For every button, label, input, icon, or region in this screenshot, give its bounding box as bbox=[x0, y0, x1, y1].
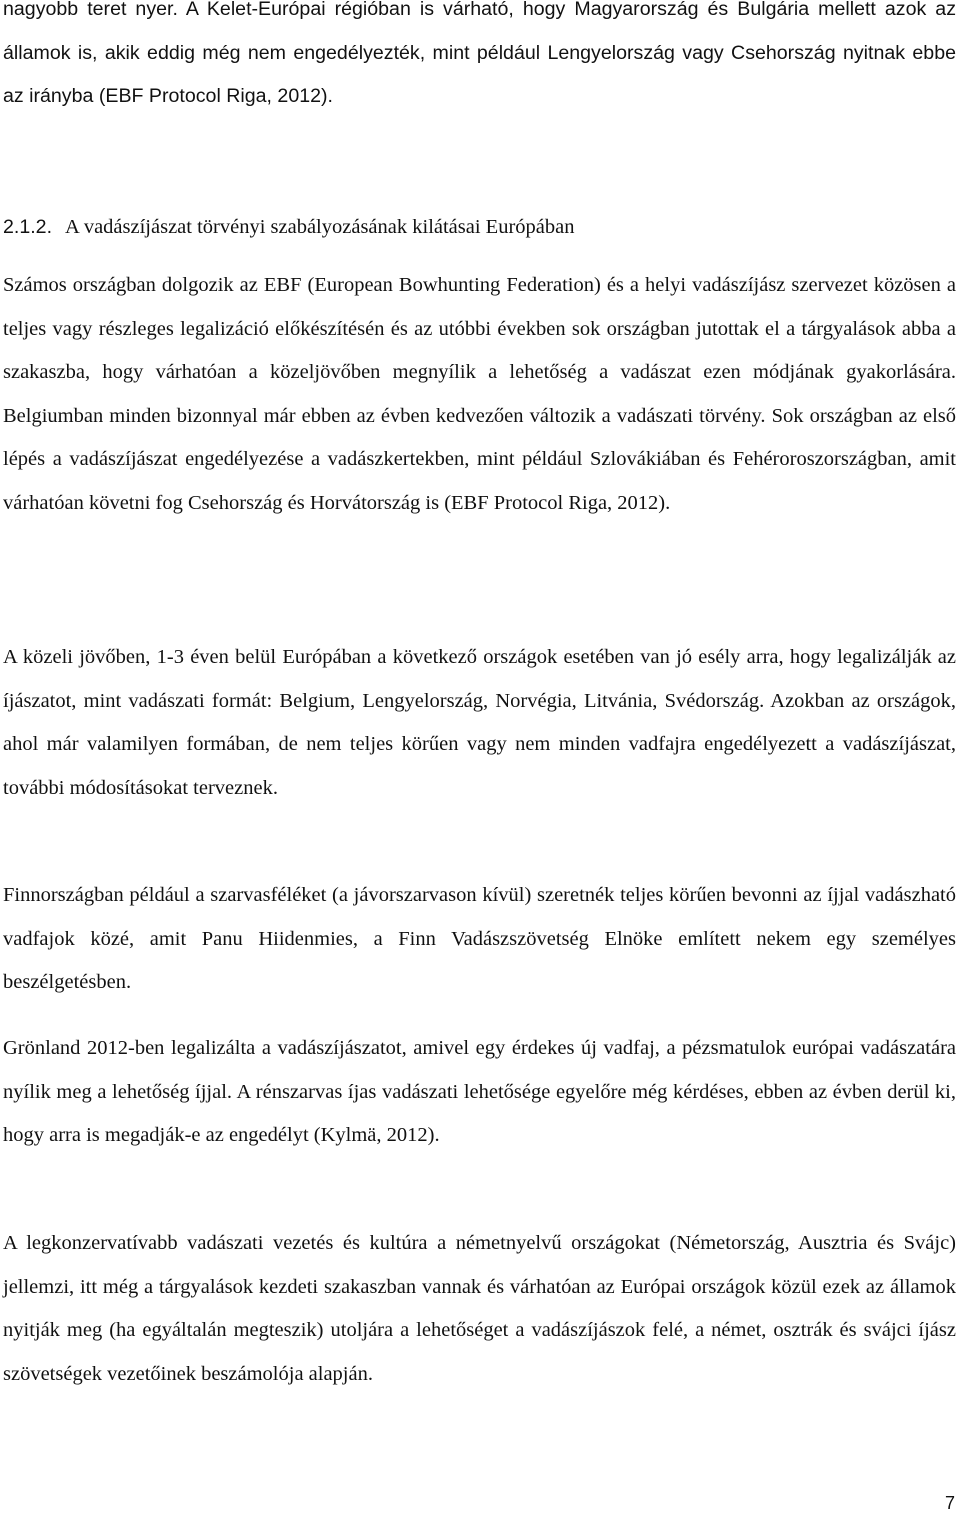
paragraph-greenland: Grönland 2012-ben legalizálta a vadászíjászatot, amivel egy érdekes új vadfaj, a pézsmatulok európai vadászatára nyílik meg a lehetőség íjjal. A rénszarvas íjas vadászati lehetősége egyelőre még kérdéses, ebben az évben derül ki, hogy arra is megadják-e az engedélyt (Kylmä, 2012). bbox=[3, 1037, 956, 1146]
intro-paragraph: nagyobb teret nyer. A Kelet-Európai régióban is várható, hogy Magyarország és Bulgária mellett azok az államok is, akik eddig még nem engedélyezték, mint például Lengyelország vagy Csehország nyitnak ebbe az irányba (EBF Protocol Riga, 2012). bbox=[3, 0, 956, 107]
paragraph-finland: Finnországban például a szarvasféléket (a jávorszarvason kívül) szeretnék teljes körűen bevonni az íjjal vadászható vadfajok közé, amit Panu Hiidenmies, a Finn Vadászszövetség Elnöke említett nekem egy személyes beszélgetésben. bbox=[3, 884, 956, 993]
paragraph-near-future: A közeli jövőben, 1-3 éven belül Európában a következő országok esetében van jó esély arra, hogy legalizálják az íjászatot, mint vadászati formát: Belgium, Lengyelország, Norvégia, Litvánia, Svédország. Azokban az országok, ahol már valamilyen formában, de nem teljes körűen vagy nem minden vadfajra engedélyezett a vadászíjászat, további módosításokat terveznek. bbox=[3, 646, 956, 799]
paragraph-countries-legalization: Számos országban dolgozik az EBF (European Bowhunting Federation) és a helyi vadászíjász szervezet közösen a teljes vagy részleges legalizáció előkészítésén és az utóbbi években sok országban jutottak el a tárgyalások abba a szakaszba, hogy várhatóan a közeljövőben megnyílik a lehetőség a vadászat ezen módjának gyakorlására. Belgiumban minden bizonnyal már ebben az évben kedvezően változik a vadászati törvény. Sok országban az első lépés a vadászíjászat engedélyezése a vadászkertekben, mint például Szlovákiában és Fehéroroszországban, amit várhatóan követni fog Csehország és Horvátország is (EBF Protocol Riga, 2012). bbox=[3, 274, 956, 514]
paragraph-german-speaking: A legkonzervatívabb vadászati vezetés és kultúra a németnyelvű országokat (Németország, Ausztria és Svájc) jellemzi, itt még a tárgyalások kezdeti szakaszban vannak és várhatóan az Európai országok közül ezek az államok nyitják meg (ha egyáltalán megteszik) utoljára a lehetőséget a vadászíjászok felé, a német, osztrák és svájci íjász szövetségek vezetőinek beszámolója alapján. bbox=[3, 1232, 956, 1385]
page-number: 7 bbox=[944, 1493, 955, 1513]
section-number: 2.1.2. bbox=[3, 216, 53, 238]
section-title: A vadászíjászat törvényi szabályozásának kilátásai Európában bbox=[65, 216, 575, 238]
section-heading bbox=[3, 206, 956, 250]
